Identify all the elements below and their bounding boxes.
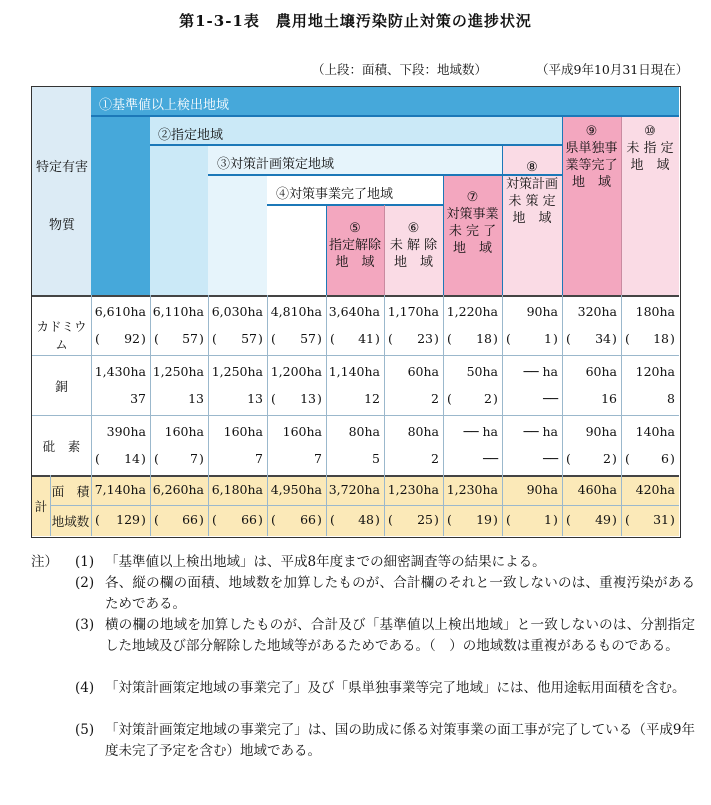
count-cell: 2: [431, 451, 439, 466]
progress-table: [31, 86, 681, 538]
row-header-cell: [32, 87, 91, 295]
paren-open: (: [566, 451, 571, 466]
area-cell: 1,220ha: [446, 304, 498, 319]
count-cell: ──: [542, 451, 558, 466]
note-text: 「基準値以上検出地域」は、平成8年度までの細密調査等の結果による。: [105, 554, 546, 570]
area-cell: 160ha: [282, 424, 322, 439]
total-count-cell: 31: [653, 512, 669, 527]
paren-open: (: [95, 451, 100, 466]
col9-header: [562, 123, 621, 191]
note-number: (4): [75, 680, 95, 696]
total-area-cell: 1,230ha: [387, 482, 439, 497]
paren-close: ): [258, 512, 263, 527]
paren-open: (: [271, 331, 276, 346]
paren-close: ): [141, 451, 146, 466]
col6-line2: 地 域: [393, 255, 433, 270]
notes-label: 注）: [31, 554, 58, 570]
col2-header: ②指定地域: [158, 128, 224, 143]
total-area-cell: 6,180ha: [211, 482, 263, 497]
paren-close: ): [612, 331, 617, 346]
count-cell: 7: [255, 451, 263, 466]
note-number: (5): [75, 722, 95, 738]
note-number: (2): [75, 575, 95, 591]
paren-close: ): [141, 512, 146, 527]
count-cell: 18: [653, 331, 669, 346]
paren-close: ): [434, 331, 439, 346]
date-note: （平成9年10月31日現在）: [536, 62, 689, 77]
area-cell: 1,140ha: [328, 364, 380, 379]
paren-close: ): [612, 451, 617, 466]
total-count-cell: 48: [358, 512, 374, 527]
total-count-cell: 19: [476, 512, 492, 527]
count-cell: 23: [417, 331, 433, 346]
total-area-label: 面 積: [51, 484, 90, 499]
paren-open: (: [95, 331, 100, 346]
col8-num: ⑧: [526, 160, 538, 175]
count-cell: 57: [241, 331, 257, 346]
row-header-label-1: 特定有害: [35, 160, 88, 175]
paren-open: (: [625, 451, 630, 466]
count-cell: 6: [661, 451, 669, 466]
paren-close: ): [199, 331, 204, 346]
note-number: (1): [75, 554, 95, 570]
total-area-cell: 7,140ha: [94, 482, 146, 497]
note-number: (3): [75, 617, 95, 633]
col8-line3: 地 域: [512, 211, 552, 226]
paren-close: ): [670, 451, 675, 466]
count-cell: 13: [300, 391, 316, 406]
count-cell: 57: [182, 331, 198, 346]
paren-open: (: [212, 512, 217, 527]
area-cell: ── ha: [463, 424, 498, 439]
total-count-cell: 1: [544, 512, 552, 527]
paren-close: ): [670, 331, 675, 346]
area-cell: 3,640ha: [328, 304, 380, 319]
area-cell: 1,170ha: [387, 304, 439, 319]
area-cell: 1,200ha: [270, 364, 322, 379]
count-cell: 12: [364, 391, 380, 406]
note-text: 「対策計画策定地域の事業完了」及び「県単独事業等完了地域」には、他用途転用面積を含む。: [105, 680, 686, 696]
paren-open: (: [388, 331, 393, 346]
paren-close: ): [375, 512, 380, 527]
row-label: 銅: [55, 379, 68, 394]
area-cell: 60ha: [585, 364, 617, 379]
total-count-label: 地域数: [51, 514, 90, 529]
count-cell: ──: [482, 451, 498, 466]
paren-close: ): [553, 512, 558, 527]
col7-line2: 未 完 了: [448, 224, 497, 239]
area-cell: 320ha: [577, 304, 617, 319]
paren-open: (: [447, 331, 452, 346]
count-cell: 2: [484, 391, 492, 406]
total-area-cell: 420ha: [635, 482, 675, 497]
paren-close: ): [493, 391, 498, 406]
total-area-cell: 460ha: [577, 482, 617, 497]
paren-open: (: [154, 451, 159, 466]
total-count-cell: 66: [182, 512, 198, 527]
col5-header: [326, 220, 384, 271]
total-area-cell: 4,950ha: [270, 482, 322, 497]
col9-line3: 地 域: [571, 175, 611, 190]
count-cell: ──: [542, 391, 558, 406]
count-cell: 16: [601, 391, 617, 406]
col7-num: ⑦: [466, 190, 479, 205]
col5-line2: 地 域: [335, 255, 375, 270]
area-cell: 6,110ha: [152, 304, 204, 319]
col7-header: [443, 189, 502, 257]
paren-close: ): [553, 331, 558, 346]
row-label: カドミウム: [36, 319, 87, 352]
paren-open: (: [212, 331, 217, 346]
paren-close: ): [375, 331, 380, 346]
paren-close: ): [141, 331, 146, 346]
header-top-right-bg: [562, 87, 679, 117]
col6-header: [384, 220, 443, 271]
col5-line1: 指定解除: [328, 238, 381, 253]
paren-open: (: [330, 331, 335, 346]
total-area-cell: 90ha: [526, 482, 558, 497]
paren-close: ): [493, 512, 498, 527]
col7-line3: 地 域: [452, 241, 492, 256]
paren-open: (: [625, 331, 630, 346]
col3-header: ③対策計画策定地域: [217, 157, 335, 172]
paren-close: ): [258, 331, 263, 346]
area-cell: 6,030ha: [211, 304, 263, 319]
paren-open: (: [330, 512, 335, 527]
col8-line1: 対策計画: [505, 177, 558, 192]
col10-num: ⑩: [644, 124, 656, 139]
count-cell: 34: [595, 331, 611, 346]
total-count-cell: 66: [300, 512, 316, 527]
total-area-cell: 1,230ha: [446, 482, 498, 497]
col8-line2: 未 策 定: [508, 194, 556, 209]
area-cell: 80ha: [348, 424, 380, 439]
col5-num: ⑤: [349, 221, 361, 236]
note-text: 各、縦の欄の面積、地域数を加算したものが、合計欄のそれと一致しないのは、重複汚染があるためである。: [105, 575, 695, 612]
count-cell: 1: [544, 331, 552, 346]
total-count-cell: 49: [595, 512, 611, 527]
total-count-cell: 66: [241, 512, 257, 527]
col6-num: ⑥: [407, 221, 420, 236]
col9-line2: 業等完了: [565, 158, 618, 173]
paren-open: (: [447, 512, 452, 527]
total-area-cell: 3,720ha: [328, 482, 380, 497]
count-cell: 18: [476, 331, 492, 346]
count-cell: 37: [130, 391, 146, 406]
units-note: （上段：面積、下段：地域数）: [312, 62, 488, 77]
total-count-cell: 25: [417, 512, 433, 527]
note-text: 横の欄の地域を加算したものが、合計及び「基準値以上検出地域」と一致しないのは、分割指定した地域及び部分解除した地域等があるためである。（ ）の地域数は重複があるものである。: [105, 617, 695, 654]
paren-close: ): [612, 512, 617, 527]
paren-open: (: [154, 512, 159, 527]
count-cell: 7: [190, 451, 198, 466]
row-label: 砒 素: [42, 439, 81, 454]
count-cell: 14: [124, 451, 140, 466]
col10-header: [621, 123, 679, 174]
paren-close: ): [434, 512, 439, 527]
area-cell: 390ha: [106, 424, 146, 439]
area-cell: 1,430ha: [94, 364, 146, 379]
col7-line1: 対策事業: [446, 207, 499, 222]
count-cell: 13: [247, 391, 263, 406]
paren-close: ): [317, 512, 322, 527]
count-cell: 57: [300, 331, 316, 346]
area-cell: 160ha: [164, 424, 204, 439]
paren-close: ): [199, 512, 204, 527]
area-cell: 180ha: [635, 304, 675, 319]
count-cell: 5: [372, 451, 380, 466]
paren-open: (: [506, 512, 511, 527]
col10-line1: 未 指 定: [626, 141, 674, 156]
count-cell: 2: [603, 451, 611, 466]
paren-close: ): [493, 331, 498, 346]
count-cell: 2: [431, 391, 439, 406]
col6-line1: 未 解 除: [389, 238, 438, 253]
row-header-label-2: 物質: [48, 218, 75, 233]
total-area-cell: 6,260ha: [152, 482, 204, 497]
area-cell: ── ha: [523, 424, 558, 439]
col4-header: ④対策事業完了地域: [276, 187, 394, 202]
area-cell: 90ha: [585, 424, 617, 439]
area-cell: 90ha: [526, 304, 558, 319]
area-cell: 50ha: [466, 364, 498, 379]
paren-open: (: [566, 512, 571, 527]
paren-close: ): [317, 391, 322, 406]
area-cell: 120ha: [635, 364, 675, 379]
area-cell: ── ha: [523, 364, 558, 379]
col9-num: ⑨: [585, 124, 598, 139]
col10-line2: 地 域: [630, 158, 670, 173]
col9-line1: 県単独事: [565, 141, 618, 156]
paren-close: ): [199, 451, 204, 466]
paren-open: (: [95, 512, 100, 527]
paren-open: (: [625, 512, 630, 527]
total-label: 計: [34, 499, 48, 514]
count-cell: 8: [667, 391, 675, 406]
paren-open: (: [566, 331, 571, 346]
paren-open: (: [271, 391, 276, 406]
table-title: 第1-3-1表 農用地土壌汚染防止対策の進捗状況: [179, 12, 532, 30]
count-cell: 92: [124, 331, 140, 346]
paren-open: (: [388, 512, 393, 527]
col1-header: ①基準値以上検出地域: [99, 98, 230, 113]
paren-close: ): [317, 331, 322, 346]
note-text: 「対策計画策定地域の事業完了」は、国の助成に係る対策事業の面工事が完了している（平成9年度未完了予定を含む）地域である。: [105, 722, 695, 759]
paren-open: (: [154, 331, 159, 346]
col8-header: [502, 159, 562, 227]
total-count-cell: 129: [116, 512, 140, 527]
area-cell: 1,250ha: [211, 364, 263, 379]
area-cell: 4,810ha: [270, 304, 322, 319]
count-cell: 7: [314, 451, 322, 466]
count-cell: 41: [358, 331, 374, 346]
area-cell: 80ha: [407, 424, 439, 439]
area-cell: 160ha: [223, 424, 263, 439]
area-cell: 6,610ha: [94, 304, 146, 319]
area-cell: 1,250ha: [152, 364, 204, 379]
paren-open: (: [271, 512, 276, 527]
count-cell: 13: [188, 391, 204, 406]
paren-close: ): [670, 512, 675, 527]
area-cell: 140ha: [635, 424, 675, 439]
paren-open: (: [447, 391, 452, 406]
area-cell: 60ha: [407, 364, 439, 379]
paren-open: (: [506, 331, 511, 346]
